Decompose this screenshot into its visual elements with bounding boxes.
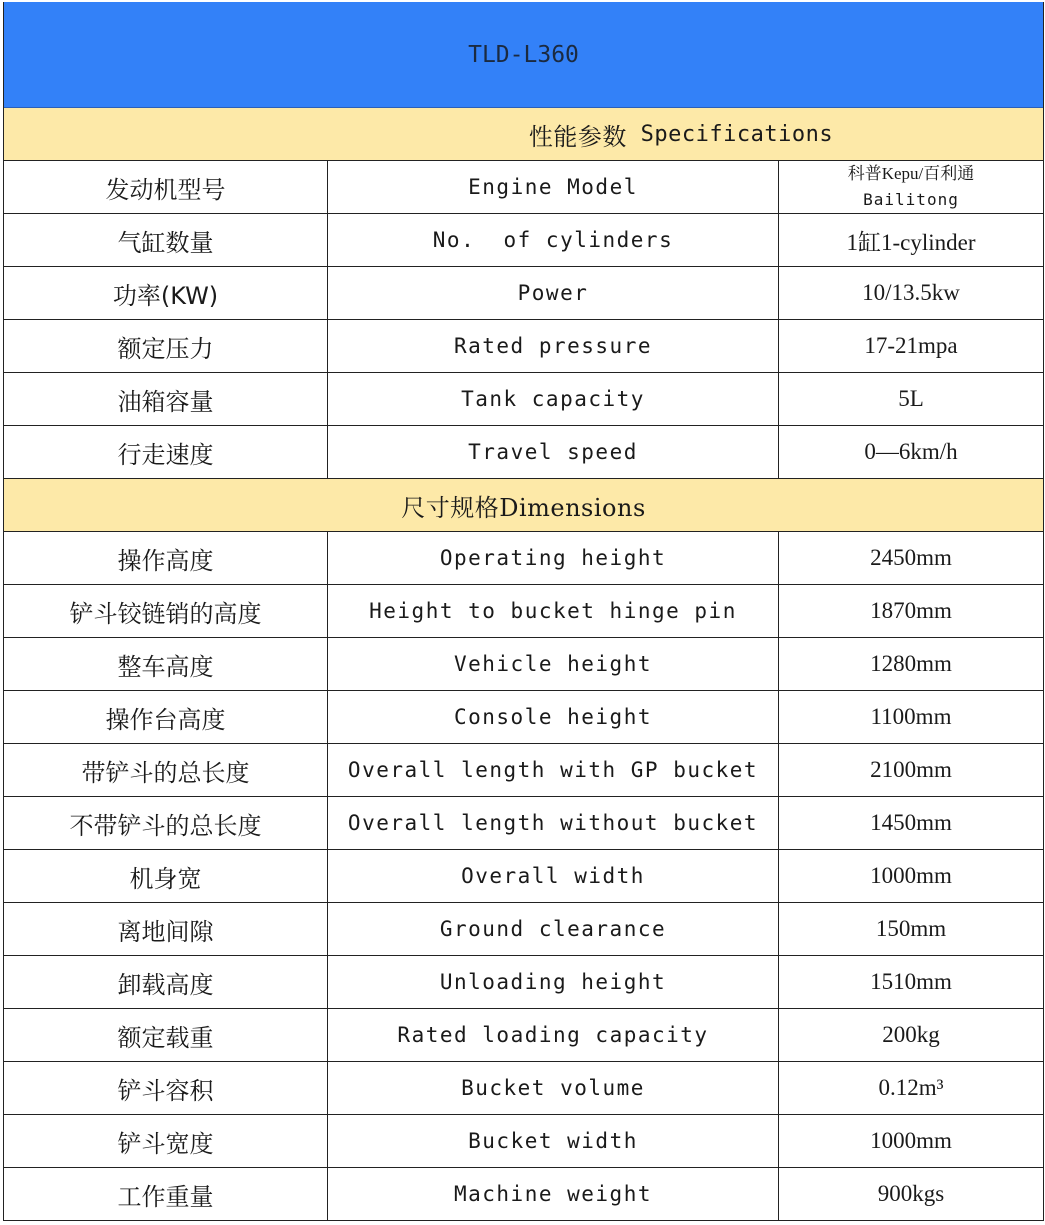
- row-label-en: Overall width: [328, 850, 779, 902]
- row-value: 1100mm: [870, 704, 952, 729]
- section-label-en: Specifications: [640, 121, 834, 147]
- row-label-zh: 机身宽: [4, 850, 328, 902]
- row-label-zh: 铲斗宽度: [4, 1115, 328, 1167]
- row-value: 1510mm: [870, 969, 952, 994]
- table-row-tank-capacity: [4, 373, 1043, 426]
- row-label-en: Operating height: [328, 532, 779, 584]
- table-row-overall-width: [4, 850, 1043, 903]
- table-row-length-without-bucket: [4, 797, 1043, 850]
- spec-sheet: [3, 2, 1044, 1221]
- row-value: 1450mm: [870, 810, 952, 835]
- table-row-ground-clearance: [4, 903, 1043, 956]
- table-row-length-with-bucket: [4, 744, 1043, 797]
- table-row-machine-weight: [4, 1168, 1043, 1221]
- row-value: 10/13.5kw: [862, 280, 960, 305]
- row-label-en: Bucket volume: [328, 1062, 779, 1114]
- row-label-zh: 离地间隙: [4, 903, 328, 955]
- model-title: TLD-L360: [4, 2, 1043, 108]
- table-row-travel-speed: [4, 426, 1043, 479]
- row-value-line1: 科普Kepu/百利通: [847, 164, 975, 183]
- row-label-zh: 功率(KW): [4, 267, 328, 319]
- table-row-hinge-pin-height: [4, 585, 1043, 638]
- row-label-en: Tank capacity: [328, 373, 779, 425]
- row-label-en: Height to bucket hinge pin: [328, 585, 779, 637]
- table-row-rated-loading-capacity: [4, 1009, 1043, 1062]
- row-value: 1000mm: [870, 1128, 952, 1153]
- row-label-en: Rated pressure: [328, 320, 779, 372]
- row-label-en: No. of cylinders: [328, 214, 779, 266]
- row-label-en: Console height: [328, 691, 779, 743]
- table-row-console-height: [4, 691, 1043, 744]
- row-label-zh: 额定载重: [4, 1009, 328, 1061]
- row-label-en: Rated loading capacity: [328, 1009, 779, 1061]
- row-label-zh: 操作高度: [4, 532, 328, 584]
- row-label-zh: 不带铲斗的总长度: [4, 797, 328, 849]
- row-value: 2100mm: [870, 757, 952, 782]
- row-label-en: Ground clearance: [328, 903, 779, 955]
- row-label-en: Machine weight: [328, 1168, 779, 1220]
- row-label-zh: 工作重量: [4, 1168, 328, 1220]
- row-value: 1000mm: [870, 863, 952, 888]
- table-row-cylinders: [4, 214, 1043, 267]
- row-value: 1280mm: [870, 651, 952, 676]
- row-label-zh: 发动机型号: [4, 161, 328, 213]
- table-row-bucket-volume: [4, 1062, 1043, 1115]
- row-label-en: Bucket width: [328, 1115, 779, 1167]
- row-label-zh: 行走速度: [4, 426, 328, 478]
- row-value: 150mm: [875, 916, 947, 941]
- row-label-zh: 气缸数量: [4, 214, 328, 266]
- row-label-zh: 铲斗铰链销的高度: [4, 585, 328, 637]
- row-label-en: Engine Model: [328, 161, 779, 213]
- section-label: 尺寸规格Dimensions: [401, 493, 646, 522]
- table-row-vehicle-height: [4, 638, 1043, 691]
- row-label-zh: 带铲斗的总长度: [4, 744, 328, 796]
- row-value: [779, 161, 1043, 213]
- row-value: 900kgs: [877, 1181, 945, 1206]
- row-label-zh: 整车高度: [4, 638, 328, 690]
- row-label-en: Vehicle height: [328, 638, 779, 690]
- table-row-operating-height: [4, 532, 1043, 585]
- row-value: 1870mm: [870, 598, 952, 623]
- section-header-dimensions: [4, 479, 1043, 532]
- row-value: 5L: [898, 386, 924, 411]
- table-row-power: [4, 267, 1043, 320]
- row-value: 0—6km/h: [864, 439, 958, 464]
- row-label-zh: 油箱容量: [4, 373, 328, 425]
- section-header-specifications: [4, 108, 1043, 161]
- row-value: 17-21mpa: [864, 333, 958, 358]
- row-value-line2: Bailitong: [863, 190, 959, 209]
- row-label-en: Overall length with GP bucket: [328, 744, 779, 796]
- table-row-rated-pressure: [4, 320, 1043, 373]
- row-value: 2450mm: [870, 545, 952, 570]
- row-label-zh: 铲斗容积: [4, 1062, 328, 1114]
- row-label-zh: 操作台高度: [4, 691, 328, 743]
- table-row-engine-model: [4, 161, 1043, 214]
- section-label-zh: 性能参数: [528, 122, 627, 151]
- row-label-en: Overall length without bucket: [328, 797, 779, 849]
- row-label-en: Power: [328, 267, 779, 319]
- row-value: 0.12m³: [878, 1075, 944, 1100]
- row-label-zh: 额定压力: [4, 320, 328, 372]
- row-label-zh: 卸载高度: [4, 956, 328, 1008]
- table-row-bucket-width: [4, 1115, 1043, 1168]
- table-row-unloading-height: [4, 956, 1043, 1009]
- row-value: 200kg: [882, 1022, 940, 1047]
- row-label-en: Unloading height: [328, 956, 779, 1008]
- row-label-en: Travel speed: [328, 426, 779, 478]
- row-value: 1缸1-cylinder: [846, 229, 976, 255]
